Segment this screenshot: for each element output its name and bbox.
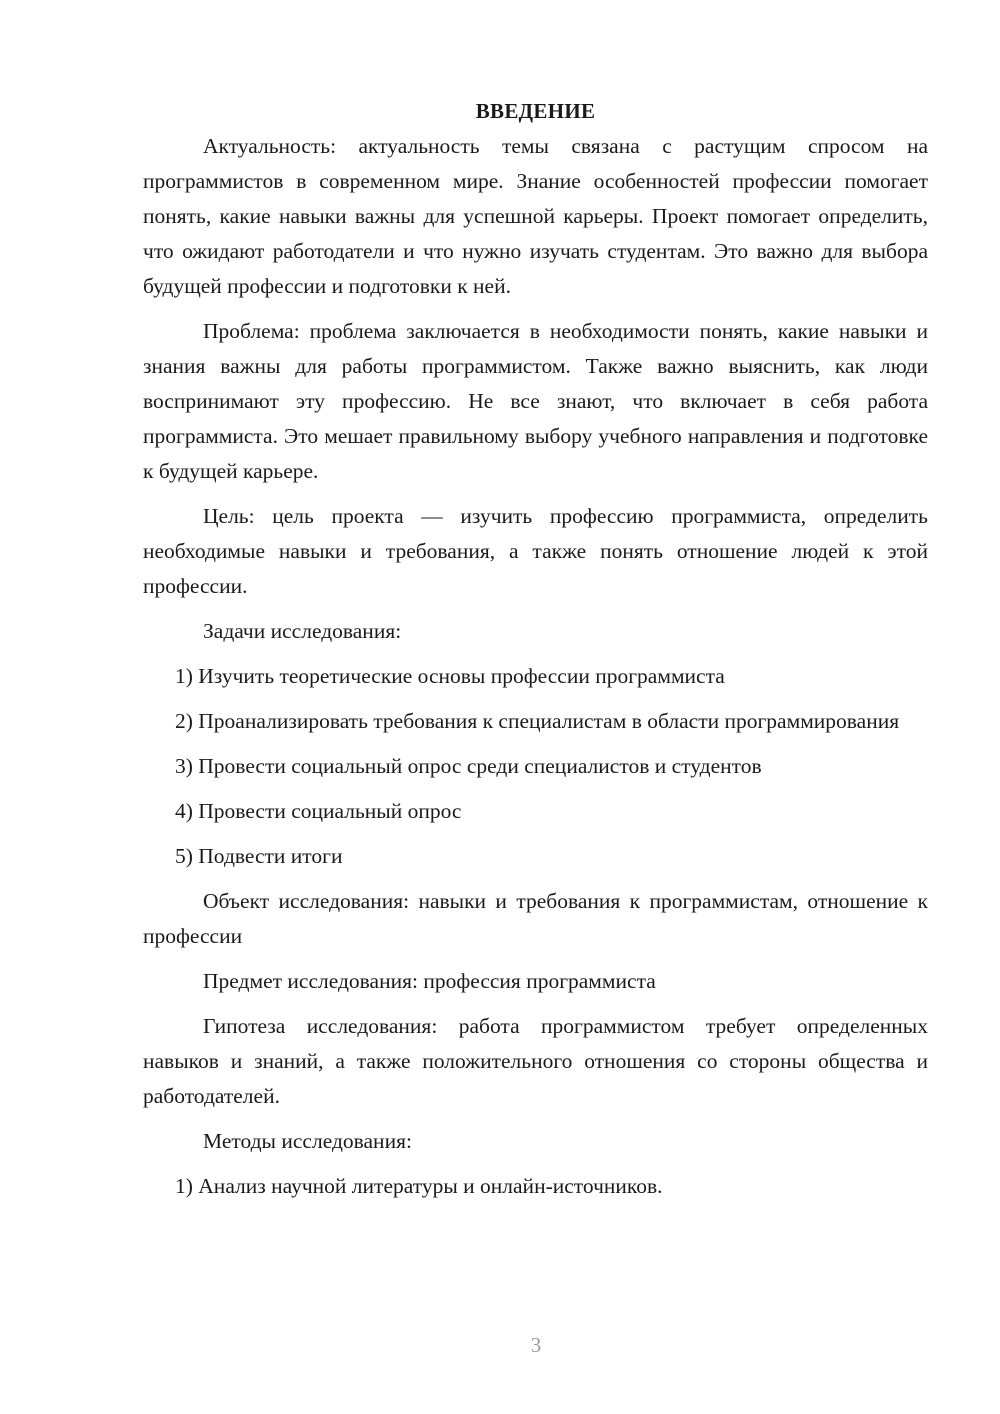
object-paragraph: Объект исследования: навыки и требования к программистам, отношение к профессии: [143, 889, 928, 948]
document-page: [143, 94, 928, 1214]
task-item-2: 2) Проанализировать требования к специалистам в области программирования: [175, 709, 900, 733]
task-item-3: 3) Провести социальный опрос среди специалистов и студентов: [175, 754, 762, 778]
relevance-paragraph: Актуальность: актуальность темы связана с растущим спросом на программистов в современном мире. Знание особенностей профессии помогает понять, какие навыки важны для успешной карьеры. Проект помогает определить, что ожидают работодатели и что нужно изучать студентам. Это важно для выбора будущей профессии и подготовки к ней.: [143, 134, 928, 298]
method-item-1: 1) Анализ научной литературы и онлайн-источников.: [175, 1174, 663, 1198]
tasks-heading: Задачи исследования:: [203, 619, 402, 643]
methods-heading: Методы исследования:: [203, 1129, 412, 1153]
task-item-5: 5) Подвести итоги: [175, 844, 343, 868]
subject-paragraph: Предмет исследования: профессия программиста: [203, 969, 656, 993]
hypothesis-paragraph: Гипотеза исследования: работа программистом требует определенных навыков и знаний, а также положительного отношения со стороны общества и работодателей.: [143, 1014, 928, 1108]
problem-paragraph: Проблема: проблема заключается в необходимости понять, какие навыки и знания важны для работы программистом. Также важно выяснить, как люди воспринимают эту профессию. Не все знают, что включает в себя работа программиста. Это мешает правильному выбору учебного направления и подготовке к будущей карьере.: [143, 319, 928, 483]
task-item-4: 4) Провести социальный опрос: [175, 799, 462, 823]
section-title: ВВЕДЕНИЕ: [475, 99, 596, 123]
goal-paragraph: Цель: цель проекта — изучить профессию программиста, определить необходимые навыки и требования, а также понять отношение людей к этой профессии.: [143, 504, 928, 598]
page-number: 3: [530, 1333, 542, 1357]
task-item-1: 1) Изучить теоретические основы профессии программиста: [175, 664, 725, 688]
